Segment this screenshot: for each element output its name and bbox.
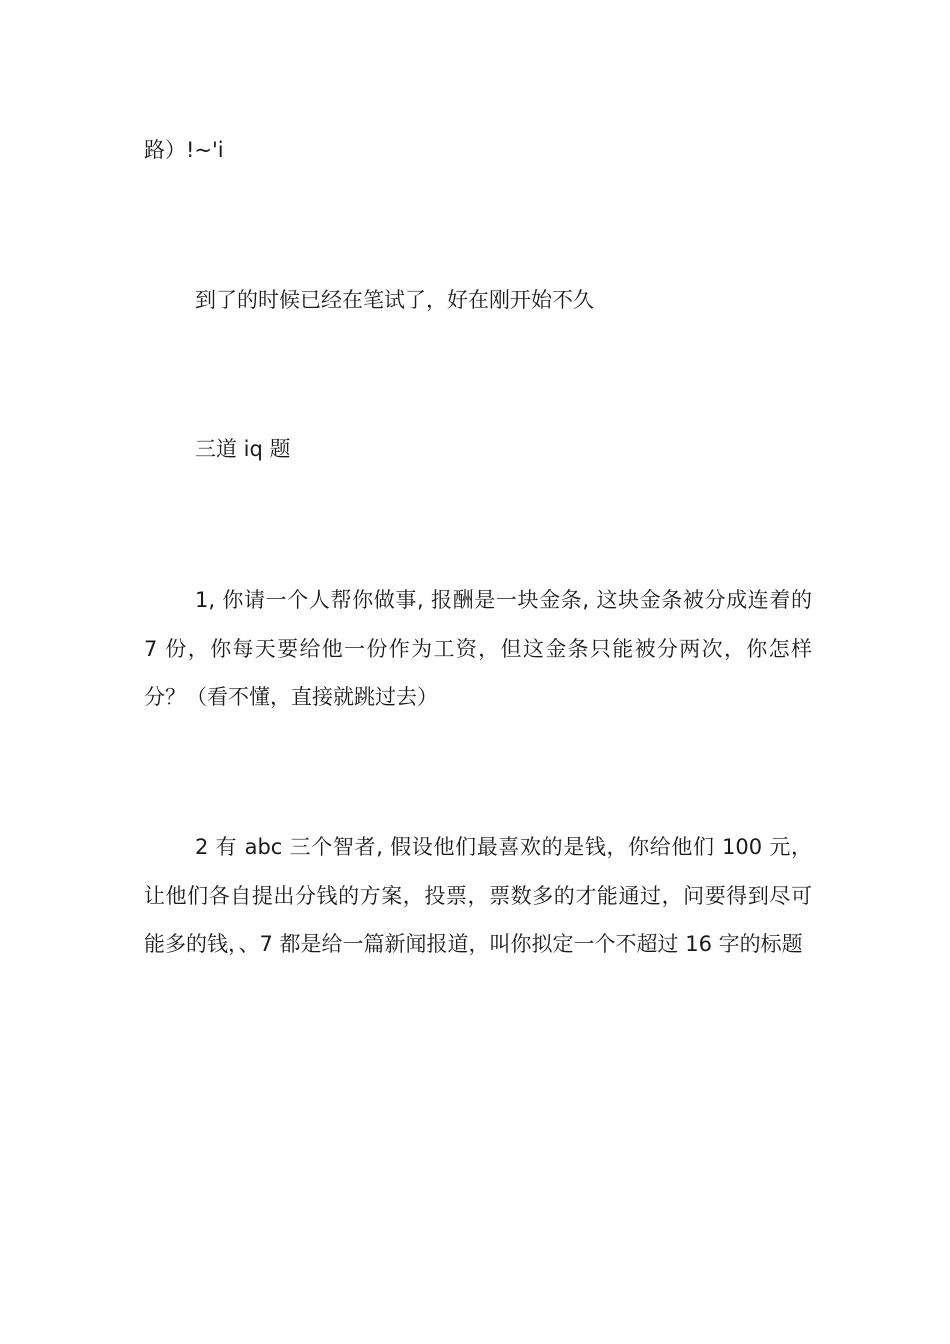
- paragraph-question-1: 1, 你请一个人帮你做事, 报酬是一块金条, 这块金条被分成连着的 7 份，你每天要给他一份作为工资，但这金条只能被分两次，你怎样分？（看不懂，直接就跳过去）: [144, 588, 812, 709]
- paragraph-route-fragment: 路）!~'i: [144, 138, 224, 162]
- paragraph-question-2: 2 有 abc 三个智者, 假设他们最喜欢的是钱，你给他们 100 元，让他们各自提出分钱的方案，投票，票数多的才能通过，问要得到尽可能多的钱，、7 都是给一篇新闻报道，叫你拟定一个不超过 16 字的标题: [144, 835, 812, 956]
- paragraph-iq-heading: 三道 iq 题: [195, 437, 291, 461]
- paragraph-arrival: 到了的时候已经在笔试了，好在刚开始不久: [195, 288, 594, 312]
